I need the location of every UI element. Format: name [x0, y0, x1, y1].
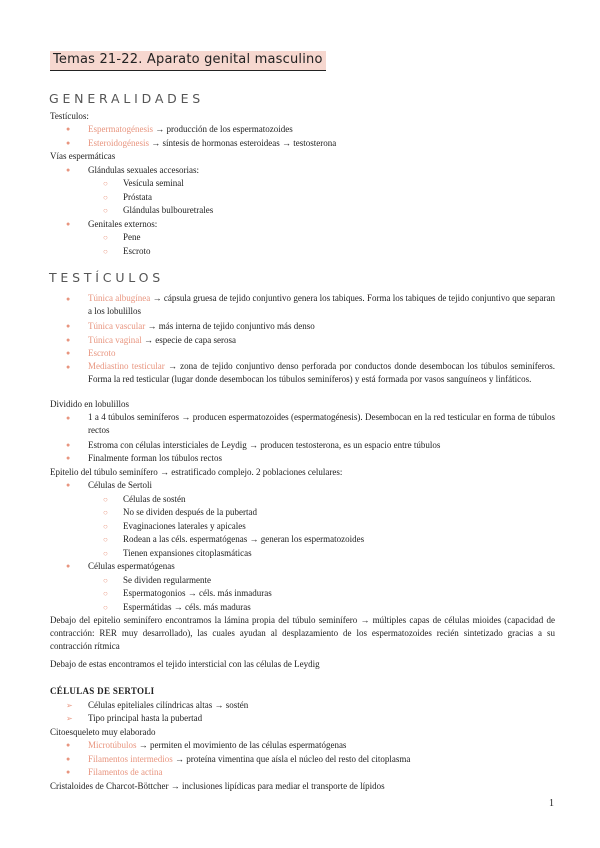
bullet-icon: ●: [66, 414, 71, 422]
page-number: 1: [549, 798, 554, 809]
term-filamentos-intermedios: Filamentos intermedios: [88, 754, 173, 764]
term-escroto: Escroto: [88, 348, 116, 358]
bullet-icon: ●: [66, 454, 71, 462]
list-item: [88, 740, 346, 751]
epitelio-label: Epitelio del túbulo seminífero → estratificado complejo. 2 poblaciones celulares:: [50, 467, 343, 477]
list-item: No se dividen después de la pubertad: [123, 507, 257, 517]
bullet-icon: ●: [66, 349, 71, 357]
circle-bullet-icon: ○: [103, 233, 108, 242]
circle-bullet-icon: ○: [103, 508, 108, 517]
term-desc: → cápsula gruesa de tejido conjuntivo genera los tabiques. Forma los tabiques de tejido conjuntivo que separan a los lobulillos: [88, 293, 555, 316]
term-desc: → síntesis de hormonas esteroideas → testosterona: [149, 138, 337, 148]
bullet-icon: ●: [66, 768, 71, 776]
list-item: [88, 754, 410, 765]
circle-bullet-icon: ○: [103, 549, 108, 558]
list-item: Células de sostén: [123, 494, 186, 504]
circle-bullet-icon: ○: [103, 522, 108, 531]
citoesqueleto-label: Citoesqueleto muy elaborado: [50, 727, 156, 737]
bullet-icon: ●: [66, 139, 71, 147]
list-item: [88, 321, 315, 332]
arrow-bullet-icon: ➢: [66, 714, 73, 723]
circle-bullet-icon: ○: [103, 193, 108, 202]
title-wrap: [50, 50, 326, 71]
list-item: Vesícula seminal: [123, 178, 184, 188]
list-item: Espermatogonios → céls. más inmaduras: [123, 588, 272, 598]
dividido-label: Dividido en lobulillos: [50, 399, 130, 409]
term-desc: → permiten el movimiento de las células espermatógenas: [136, 740, 347, 750]
list-item: Tipo principal hasta la pubertad: [88, 713, 203, 723]
list-item: [88, 335, 236, 346]
paragraph-lamina-propia: Debajo del epitelio seminífero encontramos la lámina propia del túbulo seminífero → múltiples capas de células mioides (capacidad de contracción: RER muy desarrollado), las cuales ayudan al desplazamiento de los espermatozoides recién sintetizado gracias a su contracción rítmica: [50, 615, 555, 651]
testiculos-label: Testículos:: [50, 111, 89, 121]
circle-bullet-icon: ○: [103, 247, 108, 256]
list-item: [88, 124, 293, 135]
genitales-label: Genitales externos:: [88, 219, 158, 229]
term-desc: → zona de tejido conjuntivo denso perforada por conductos donde desembocan los túbulos seminíferos. Forma la red testicular (lugar donde desembocan los túbulos seminíferos) y está formada por vasos sanguíneos y linfáticos.: [88, 361, 555, 384]
bullet-icon: ●: [66, 322, 71, 330]
list-item: Rodean a las céls. espermatógenas → generan los espermatozoides: [123, 534, 365, 544]
arrow-bullet-icon: ➢: [66, 701, 73, 710]
list-item: Estroma con células intersticiales de Leydig → producen testosterona, es un espacio entre túbulos: [88, 440, 441, 450]
circle-bullet-icon: ○: [103, 589, 108, 598]
list-item: [88, 138, 336, 149]
circle-bullet-icon: ○: [103, 603, 108, 612]
bullet-icon: ●: [66, 441, 71, 449]
bullet-icon: ●: [66, 336, 71, 344]
bullet-icon: ●: [66, 741, 71, 749]
list-item: Evaginaciones laterales y apicales: [123, 521, 246, 531]
term-desc: → más interna de tejido conjuntivo más denso: [145, 321, 315, 331]
term-espermatogenesis: Espermatogénesis: [88, 124, 153, 134]
list-item: Tienen expansiones citoplasmáticas: [123, 548, 252, 558]
circle-bullet-icon: ○: [103, 495, 108, 504]
circle-bullet-icon: ○: [103, 179, 108, 188]
list-item: Células epiteliales cilíndricas altas → sostén: [88, 700, 249, 710]
term-vascular: Túnica vascular: [88, 321, 146, 331]
term-desc: → especie de capa serosa: [141, 335, 236, 345]
bullet-icon: ●: [66, 755, 71, 763]
term-desc: → proteína vimentina que aísla el núcleo del resto del citoplasma: [172, 754, 411, 764]
circle-bullet-icon: ○: [103, 535, 108, 544]
heading-testiculos: TESTÍCULOS: [49, 270, 164, 285]
bullet-icon: ●: [66, 220, 71, 228]
bullet-icon: ●: [66, 125, 71, 133]
heading-generalidades: GENERALIDADES: [49, 91, 205, 106]
bullet-icon: ●: [66, 363, 71, 371]
term-vaginal: Túnica vaginal: [88, 335, 142, 345]
bullet-icon: ●: [66, 481, 71, 489]
list-item: Finalmente forman los túbulos rectos: [88, 453, 222, 463]
term-desc: → producción de los espermatozoides: [152, 124, 293, 134]
page-title: Temas 21-22. Aparato genital masculino: [50, 51, 326, 71]
term-actina: Filamentos de actina: [88, 767, 163, 777]
sertoli-label: Células de Sertoli: [88, 480, 152, 490]
bullet-icon: ●: [66, 166, 71, 174]
bullet-icon: ●: [66, 295, 71, 303]
paragraph-leydig: Debajo de estas encontramos el tejido intersticial con las células de Leydig: [50, 659, 320, 669]
list-item: 1 a 4 túbulos seminíferos → producen espermatozoides (espermatogénesis). Desembocan en la red testicular en forma de túbulos rectos: [88, 412, 555, 435]
list-item: Se dividen regularmente: [123, 575, 211, 585]
glandulas-label: Glándulas sexuales accesorias:: [88, 165, 199, 175]
list-item: Glándulas bulbouretrales: [123, 205, 214, 215]
term-microtubulos: Microtúbulos: [88, 740, 137, 750]
cristaloides-line: Cristaloides de Charcot-Böttcher → inclusiones lipídicas para mediar el transporte de lípidos: [50, 781, 385, 791]
list-item: Pene: [123, 232, 141, 242]
list-item: Próstata: [123, 192, 152, 202]
list-item: [88, 360, 555, 386]
vias-label: Vías espermáticas: [50, 151, 116, 161]
circle-bullet-icon: ○: [103, 206, 108, 215]
list-item: Escroto: [123, 246, 151, 256]
term-esteroidogenesis: Esteroidogénesis: [88, 138, 149, 148]
list-item: [88, 292, 555, 318]
heading-sertoli: CÉLULAS DE SERTOLI: [50, 686, 155, 696]
espermatogenas-label: Células espermatógenas: [88, 561, 175, 571]
circle-bullet-icon: ○: [103, 576, 108, 585]
list-item: Espermátidas → céls. más maduras: [123, 602, 251, 612]
bullet-icon: ●: [66, 562, 71, 570]
term-mediastino: Mediastino testicular: [88, 361, 165, 371]
term-albuginea: Túnica albugínea: [88, 293, 151, 303]
